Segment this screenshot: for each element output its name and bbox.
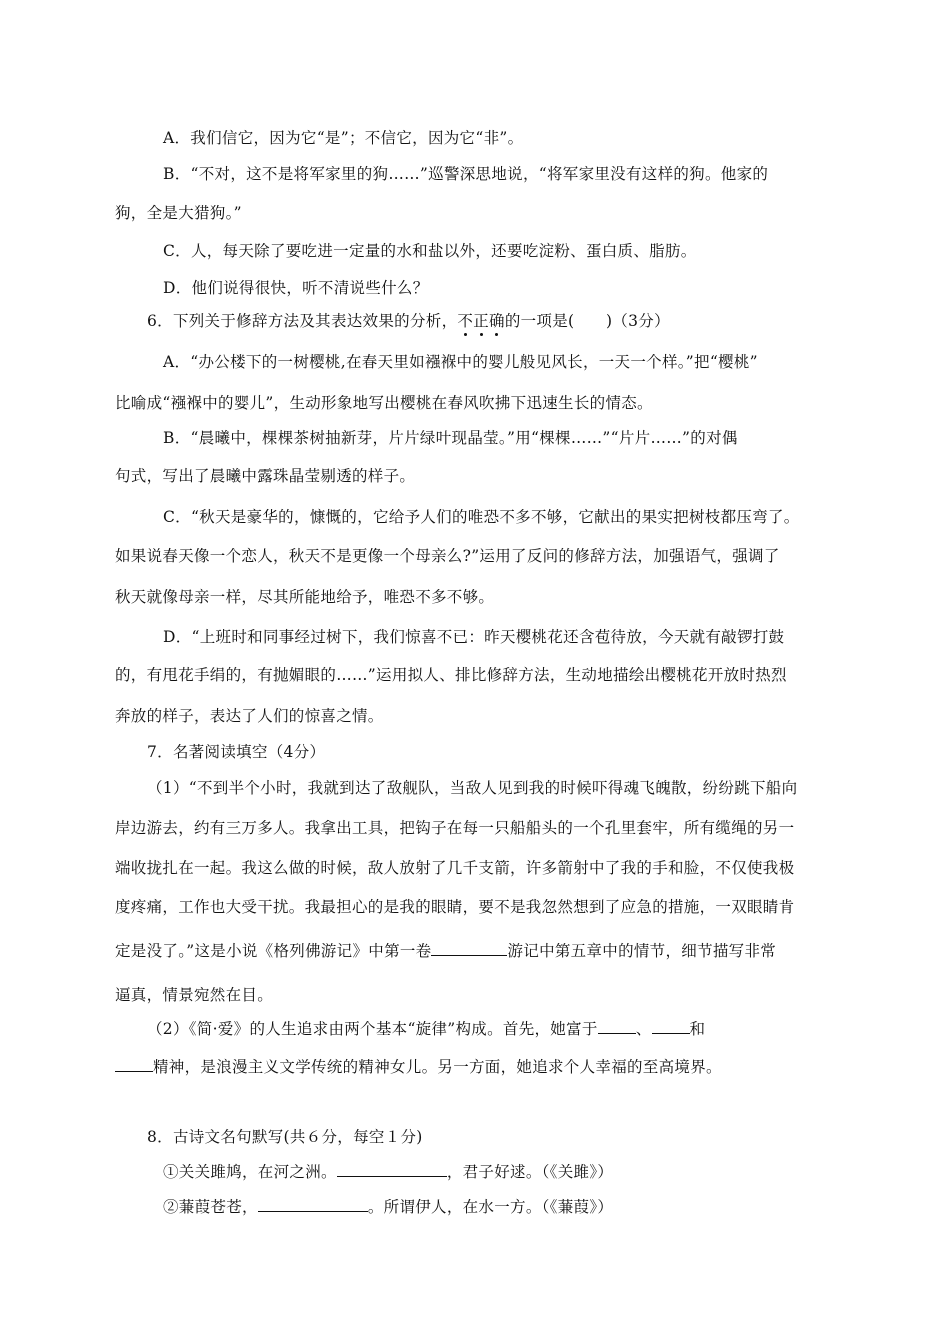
q8-line1-text-b: ，君子好逑。（《关雎》） (446, 1163, 614, 1181)
q6-option-c-line2: 如果说春天像一个恋人，秋天不是更像一个母亲么?”运用了反问的修辞方法，加强语气，强调了 (115, 547, 780, 565)
q7-blank-2[interactable] (598, 1019, 636, 1034)
q8-line2-text-b: 。所谓伊人，在水一方。（《蒹葭》） (367, 1198, 614, 1216)
q5-option-c: C．人，每天除了要吃进一定量的水和盐以外，还要吃淀粉、蛋白质、脂肪。 (163, 242, 697, 260)
q6-emphasis-char-2: 正 (473, 312, 489, 330)
q6-option-a-line1: A．“办公楼下的一树樱桃,在春天里如襁褓中的婴儿般见风长，一天一个样。”把“樱桃” (163, 353, 758, 371)
q7-blank-1[interactable] (431, 941, 507, 956)
q8-blank-2[interactable] (258, 1197, 368, 1212)
q8-line2 (163, 1197, 613, 1217)
q7-part1-line5-text-b: 游记中第五章中的情节，细节描写非常 (507, 942, 777, 960)
q7-part2-line2 (115, 1057, 722, 1077)
q8-line1 (163, 1162, 613, 1182)
q7-part1-line2: 岸边游去，约有三万多人。我拿出工具，把钩子在每一只船船头的一个孔里套牢，所有缆绳的另一 (115, 819, 795, 837)
q6-option-d-line3: 奔放的样子，表达了人们的惊喜之情。 (115, 707, 384, 725)
q7-blank-4[interactable] (115, 1057, 153, 1072)
q6-stem-post: 的一项是( )（3分） (504, 312, 670, 330)
q7-part1-line3: 端收拢扎在一起。我这么做的时候，敌人放射了几千支箭，许多箭射中了我的手和脸，不仅使我极 (115, 859, 795, 877)
q7-part2-text-a: （2）《简·爱》的人生追求由两个基本“旋律”构成。首先，她富于 (147, 1020, 598, 1038)
q7-title: 7．名著阅读填空（4分） (147, 743, 326, 761)
q6-option-b-line1: B．“晨曦中，棵棵茶树抽新芽，片片绿叶现晶莹。”用“棵棵……”“片片……”的对偶 (163, 429, 738, 447)
q7-blank-3[interactable] (652, 1019, 690, 1034)
q5-option-a: A．我们信它，因为它“是”；不信它，因为它“非”。 (163, 129, 524, 147)
q6-emphasis-char-1: 不 (457, 312, 474, 330)
q5-option-b-line2: 狗，全是大猎狗。” (115, 204, 242, 222)
q7-part1-line1: （1）“不到半个小时，我就到达了敌舰队，当敌人见到我的时候吓得魂飞魄散，纷纷跳下船向 (147, 779, 798, 797)
q6-option-d-line1: D．“上班时和同事经过树下，我们惊喜不已：昨天樱桃花还含苞待放，今天就有敲锣打鼓 (163, 628, 785, 646)
q6-option-c-line3: 秋天就像母亲一样，尽其所能地给予，唯恐不多不够。 (115, 588, 495, 606)
q8-title: 8．古诗文名句默写(共６分，每空１分) (147, 1128, 423, 1146)
q6-option-b-line2: 句式，写出了晨曦中露珠晶莹剔透的样子。 (115, 467, 416, 485)
q7-part2-line1 (147, 1019, 705, 1039)
q8-line2-text-a: ②蒹葭苍苍， (163, 1198, 258, 1216)
q5-option-d: D．他们说得很快，听不清说些什么？ (163, 279, 429, 297)
q8-line1-text-a: ①关关雎鸠，在河之洲。 (163, 1163, 337, 1181)
q7-part1-line4: 度疼痛，工作也大受干扰。我最担心的是我的眼睛，要不是我忽然想到了应急的措施，一双眼睛肯 (115, 898, 795, 916)
q8-blank-1[interactable] (337, 1162, 447, 1177)
q6-stem (147, 311, 670, 331)
q7-part1-line5 (115, 941, 776, 961)
q7-part2-text-d: 精神，是浪漫主义文学传统的精神女儿。另一方面，她追求个人幸福的至高境界。 (153, 1058, 722, 1076)
q6-option-c-line1: C．“秋天是豪华的，慷慨的，它给予人们的唯恐不多不够，它献出的果实把树枝都压弯了。 (163, 508, 800, 526)
q7-part1-line6: 逼真，情景宛然在目。 (115, 986, 274, 1004)
q7-part2-text-b: 、 (635, 1020, 652, 1038)
q6-option-a-line2: 比喻成“襁褓中的婴儿”，生动形象地写出樱桃在春风吹拂下迅速生长的情态。 (115, 394, 653, 412)
q6-stem-pre: 6．下列关于修辞方法及其表达效果的分析， (147, 312, 458, 330)
q7-part2-text-c: 和 (689, 1020, 706, 1038)
q7-part1-line5-text-a: 定是没了。”这是小说《格列佛游记》中第一卷 (115, 942, 432, 960)
q6-option-d-line2: 的，有甩花手绢的，有抛媚眼的……”运用拟人、排比修辞方法，生动地描绘出樱桃花开放时热烈 (115, 666, 787, 684)
q6-emphasis-char-3: 确 (489, 312, 505, 330)
q5-option-b-line1: B．“不对，这不是将军家里的狗……”巡警深思地说，“将军家里没有这样的狗。他家的 (163, 165, 769, 183)
